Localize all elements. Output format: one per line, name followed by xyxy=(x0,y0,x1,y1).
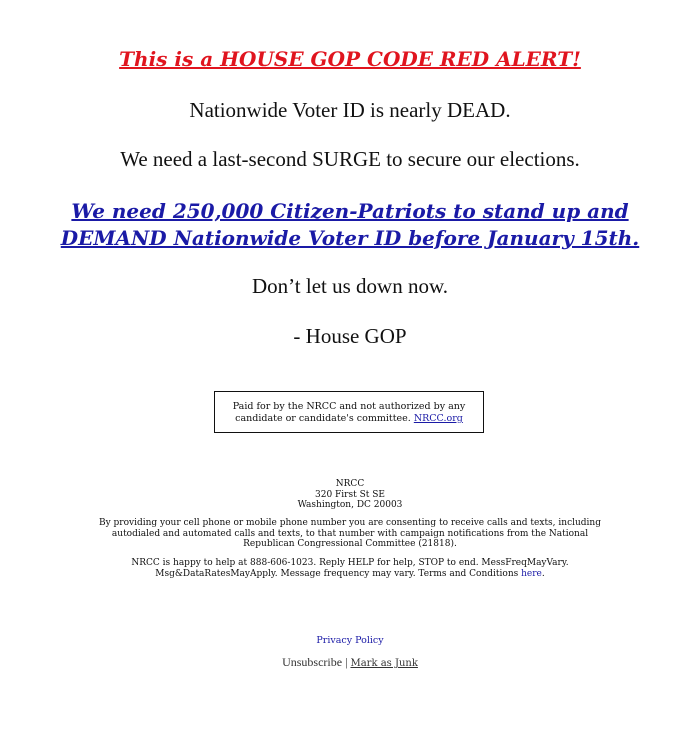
unsubscribe-link[interactable]: Unsubscribe xyxy=(282,655,343,669)
org-name: NRCC xyxy=(335,479,365,489)
disclaimer-line2: candidate or candidate's committee. xyxy=(235,413,411,424)
consent-line3: Republican Congressional Committee (21818). xyxy=(243,539,457,549)
city-state-zip: Washington, DC 20003 xyxy=(297,500,403,510)
unsubscribe-row xyxy=(0,655,700,670)
help-line1: NRCC is happy to help at 888-606-1023. Reply HELP for help, STOP to end. MessFreqMayVary. xyxy=(131,558,569,568)
nrcc-org-link[interactable]: NRCC.org xyxy=(413,413,463,424)
alert-heading[interactable]: This is a HOUSE GOP CODE RED ALERT! xyxy=(119,47,581,71)
mailing-address xyxy=(0,479,700,511)
privacy-policy-link[interactable]: Privacy Policy xyxy=(316,635,384,646)
period: . xyxy=(541,568,545,579)
signature: - House GOP xyxy=(293,324,407,348)
separator: | xyxy=(345,655,348,669)
cta-link[interactable] xyxy=(0,198,700,252)
disclaimer-line1: Paid for by the NRCC and not authorized by any xyxy=(232,401,466,412)
voter-id-dead-text: Nationwide Voter ID is nearly DEAD. xyxy=(189,98,511,122)
mark-as-junk-link[interactable]: Mark as Junk xyxy=(350,658,418,669)
dont-let-us-down-text: Don’t let us down now. xyxy=(252,274,448,298)
help-text xyxy=(0,558,700,579)
surge-text: We need a last-second SURGE to secure our elections. xyxy=(120,147,580,171)
terms-link[interactable]: here xyxy=(521,568,542,579)
consent-line1: By providing your cell phone or mobile phone number you are consenting to receive calls and texts, including xyxy=(98,518,601,528)
consent-line2: autodialed and automated calls and texts, to that number with campaign notifications from the National xyxy=(111,528,589,539)
street-address: 320 First St SE xyxy=(315,489,385,500)
sms-consent-text xyxy=(0,518,700,550)
cta-link-line1[interactable]: We need 250,000 Citizen-Patriots to stand up and xyxy=(71,199,629,223)
help-line2: Msg&DataRatesMayApply. Message frequency may vary. Terms and Conditions xyxy=(155,568,519,579)
paid-for-disclaimer-box xyxy=(214,391,484,433)
cta-link-line2[interactable]: DEMAND Nationwide Voter ID before January 15th. xyxy=(60,226,640,250)
privacy-policy-row xyxy=(0,635,700,646)
